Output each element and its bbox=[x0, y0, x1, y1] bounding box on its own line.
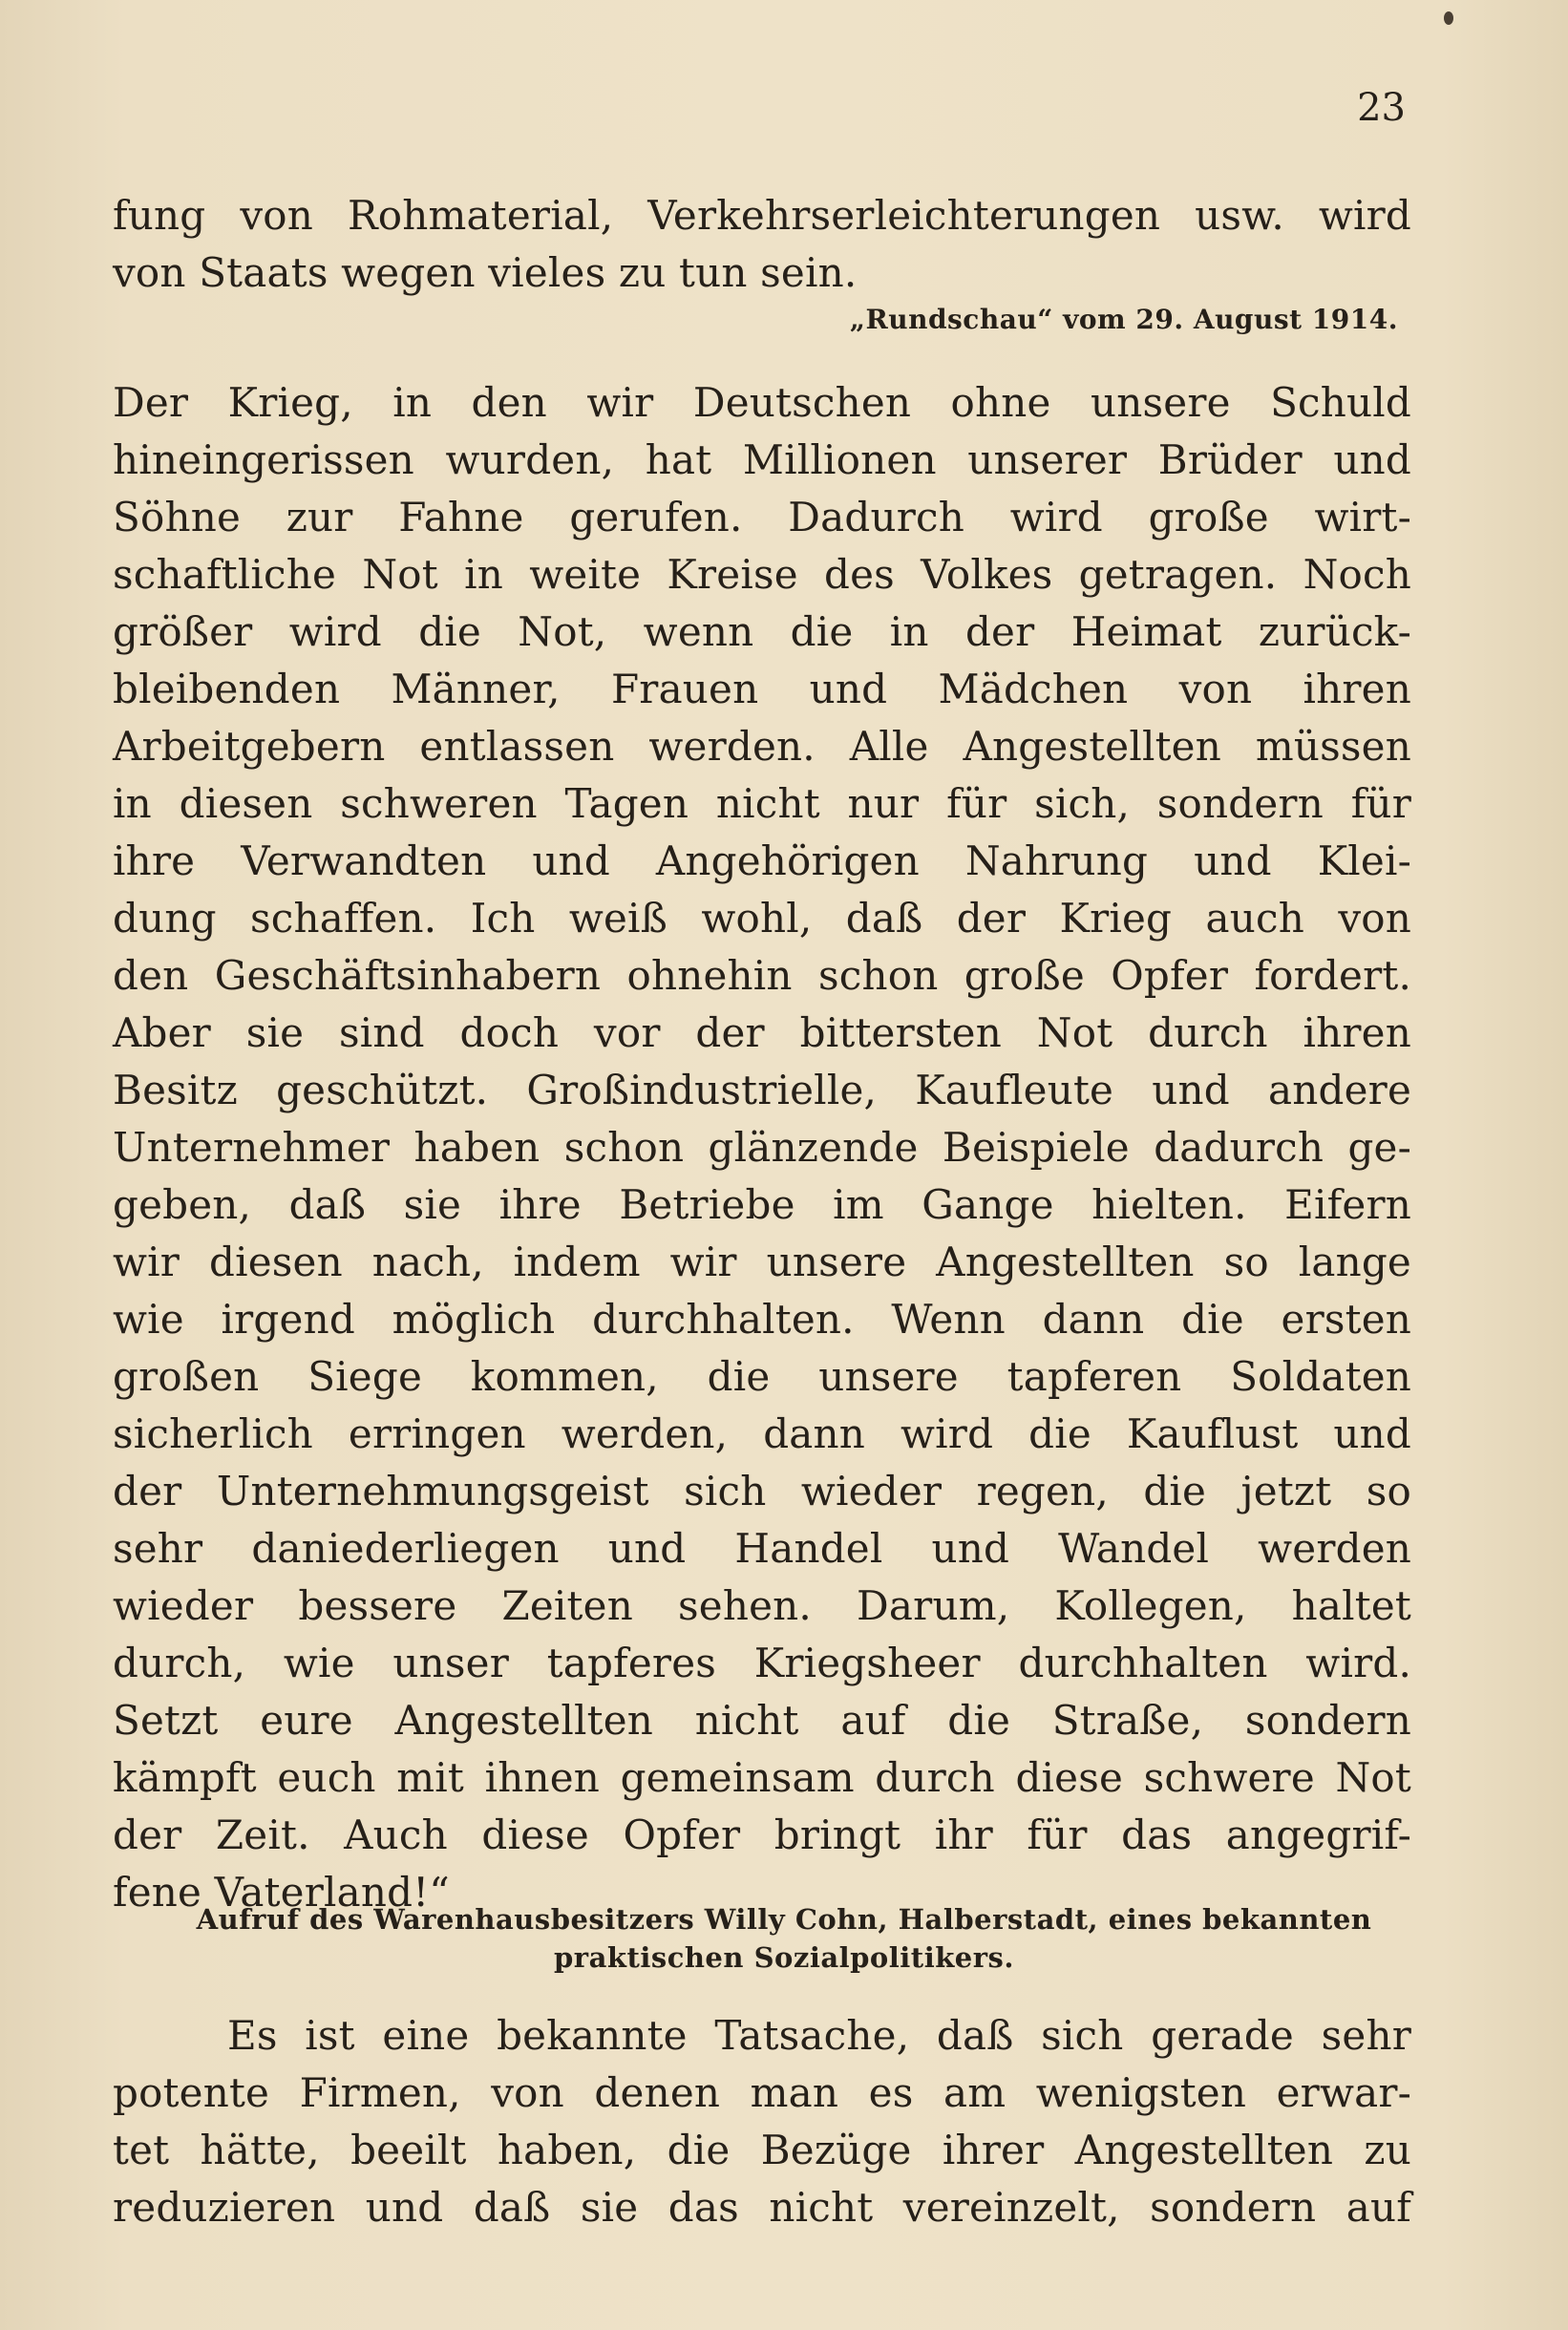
text-line: durch, wie unser tapferes Kriegsheer durchhalten wird. bbox=[113, 1640, 1411, 1686]
text-line: großen Siege kommen, die unsere tapferen Soldaten bbox=[113, 1353, 1411, 1400]
text-line: bleibenden Männer, Frauen und Mädchen von ihren bbox=[113, 666, 1411, 712]
text-line: schaftliche Not in weite Kreise des Volkes getragen. Noch bbox=[113, 551, 1411, 598]
quoted-appeal bbox=[113, 374, 1411, 1921]
text-line: dung schaffen. Ich weiß wohl, daß der Krieg auch von bbox=[113, 895, 1411, 942]
text-line: Besitz geschützt. Großindustrielle, Kaufleute und andere bbox=[113, 1067, 1411, 1113]
text-line: hineingerissen wurden, hat Millionen unserer Brüder und bbox=[113, 436, 1411, 483]
text-line: ihre Verwandten und Angehörigen Nahrung und Klei- bbox=[113, 837, 1411, 884]
attribution-line: Aufruf des Warenhausbesitzers Willy Cohn, Halberstadt, eines bekannten bbox=[196, 1903, 1372, 1936]
text-line: fung von Rohmaterial, Verkehrserleichterungen usw. wird bbox=[113, 192, 1411, 239]
text-line: wie irgend möglich durchhalten. Wenn dann die ersten bbox=[113, 1296, 1411, 1343]
text-line: Söhne zur Fahne gerufen. Dadurch wird große wirt- bbox=[113, 494, 1411, 540]
text-line: Unternehmer haben schon glänzende Beispiele dadurch ge- bbox=[113, 1124, 1411, 1171]
text-line: sicherlich erringen werden, dann wird die Kauflust und bbox=[113, 1410, 1411, 1457]
text-line: in diesen schweren Tagen nicht nur für sich, sondern für bbox=[113, 780, 1411, 827]
text-line: wir diesen nach, indem wir unsere Angestellten so lange bbox=[113, 1239, 1411, 1285]
text-line: potente Firmen, von denen man es am wenigsten erwar- bbox=[113, 2069, 1411, 2116]
paragraph-new bbox=[113, 2007, 1411, 2236]
text-line: der Zeit. Auch diese Opfer bringt ihr für das angegrif- bbox=[113, 1811, 1411, 1858]
text-line: größer wird die Not, wenn die in der Heimat zurück- bbox=[113, 608, 1411, 655]
text-line: Aber sie sind doch vor der bittersten Not durch ihren bbox=[113, 1009, 1411, 1056]
page-number: 23 bbox=[1357, 86, 1406, 130]
paragraph-continued bbox=[113, 187, 1411, 302]
text-line: Der Krieg, in den wir Deutschen ohne unsere Schuld bbox=[113, 379, 1411, 426]
text-line: der Unternehmungsgeist sich wieder regen, die jetzt so bbox=[113, 1468, 1411, 1514]
text-line: Arbeitgebern entlassen werden. Alle Angestellten müssen bbox=[113, 723, 1411, 770]
text-line: fene Vaterland!“ bbox=[113, 1869, 450, 1916]
text-line: den Geschäftsinhabern ohnehin schon große Opfer fordert. bbox=[113, 952, 1411, 999]
text-line: tet hätte, beeilt haben, die Bezüge ihrer Angestellten zu bbox=[113, 2127, 1411, 2173]
ink-speck bbox=[1444, 11, 1453, 25]
text-line: wieder bessere Zeiten sehen. Darum, Kollegen, haltet bbox=[113, 1582, 1411, 1629]
text-line: kämpft euch mit ihnen gemeinsam durch diese schwere Not bbox=[113, 1754, 1411, 1801]
text-line: von Staats wegen vieles zu tun sein. bbox=[113, 249, 858, 296]
text-line: Setzt eure Angestellten nicht auf die Straße, sondern bbox=[113, 1697, 1411, 1744]
source-citation: „Rundschau“ vom 29. August 1914. bbox=[849, 304, 1398, 335]
text-line: Es ist eine bekannte Tatsache, daß sich gerade sehr bbox=[227, 2012, 1411, 2059]
text-line: sehr daniederliegen und Handel und Wandel werden bbox=[113, 1525, 1411, 1572]
text-line: geben, daß sie ihre Betriebe im Gange hielten. Eifern bbox=[113, 1181, 1411, 1228]
attribution bbox=[181, 1900, 1387, 1977]
text-line: reduzieren und daß sie das nicht vereinzelt, sondern auf bbox=[113, 2184, 1411, 2231]
attribution-line: praktischen Sozialpolitikers. bbox=[554, 1941, 1014, 1974]
